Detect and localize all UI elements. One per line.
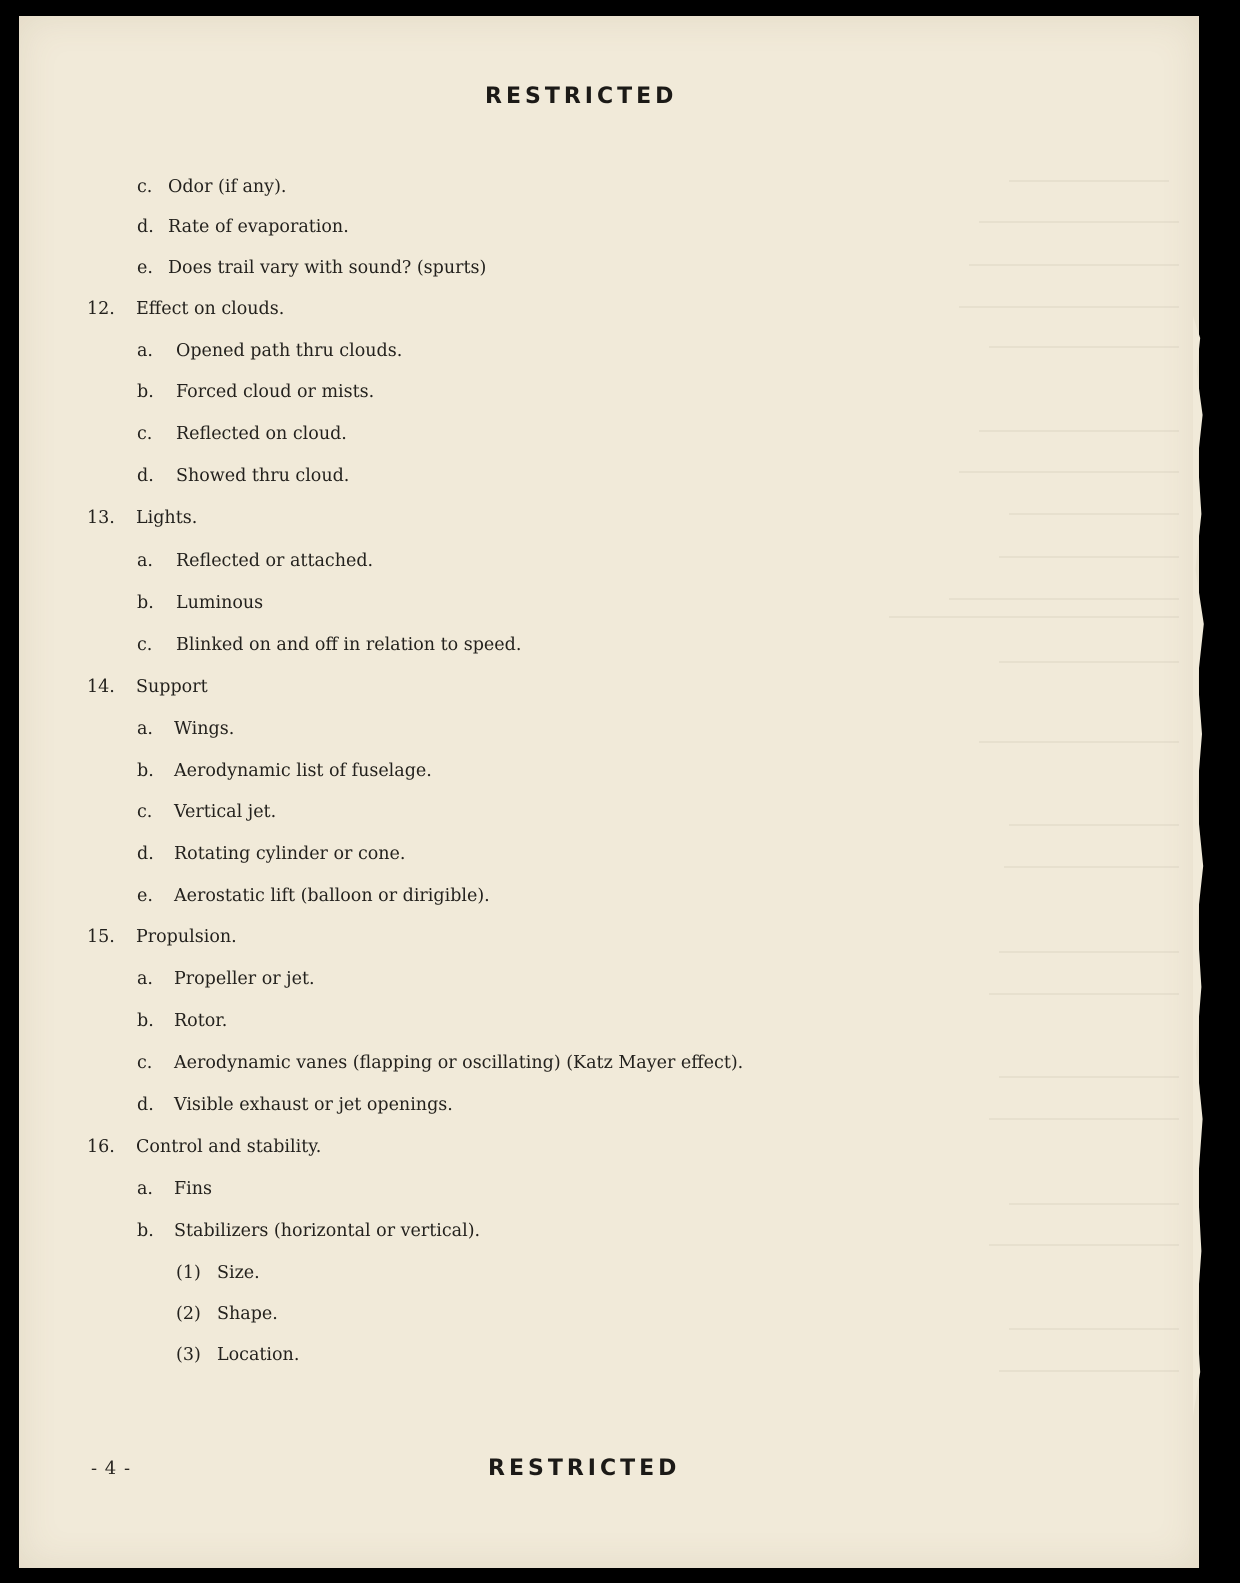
item-text: Luminous [176,593,264,613]
item-number: e. [137,886,153,906]
outline-item [137,802,277,822]
outline-item [137,551,374,571]
item-number: (3) [176,1345,201,1365]
item-text: Aerodynamic vanes (flapping or oscillating) (Katz Mayer effect). [174,1053,744,1073]
item-number: e. [137,258,153,278]
item-text: Opened path thru clouds. [176,341,403,361]
outline-item [87,1137,322,1157]
item-number: 13. [87,508,115,528]
outline-item [137,1053,744,1073]
page-number: - 4 - [91,1458,132,1479]
item-text: Visible exhaust or jet openings. [174,1095,453,1115]
outline-item [137,635,522,655]
outline-item [176,1345,300,1365]
item-text: Vertical jet. [174,802,277,822]
item-number: 16. [87,1137,115,1157]
item-number: b. [137,761,154,781]
outline-item [137,424,347,444]
item-text: Effect on clouds. [136,299,285,319]
item-number: 12. [87,299,115,319]
item-text: Odor (if any). [168,177,287,197]
outline-item [137,341,403,361]
outline-item [137,593,264,613]
item-text: Wings. [174,719,235,739]
item-number: b. [137,382,154,402]
item-text: Aerodynamic list of fuselage. [174,761,432,781]
outline-item [137,1011,228,1031]
torn-edge [1193,316,1205,1416]
outline-item [137,382,375,402]
item-text: Support [136,677,208,697]
item-number: a. [137,969,153,989]
outline-item [137,969,315,989]
outline-item [137,177,287,197]
item-text: Shape. [217,1304,278,1324]
item-text: Rotor. [174,1011,228,1031]
item-text: Reflected on cloud. [176,424,347,444]
item-number: d. [137,217,154,237]
item-text: Aerostatic lift (balloon or dirigible). [174,886,490,906]
item-number: d. [137,466,154,486]
item-number: b. [137,1011,154,1031]
item-number: a. [137,719,153,739]
item-text: Stabilizers (horizontal or vertical). [174,1221,481,1241]
outline-item [87,677,208,697]
item-text: Propulsion. [136,927,237,947]
outline-item [137,1179,212,1199]
item-number: 14. [87,677,115,697]
item-text: Fins [174,1179,212,1199]
item-number: c. [137,177,153,197]
item-text: Rate of evaporation. [168,217,349,237]
item-number: c. [137,424,153,444]
item-text: Rotating cylinder or cone. [174,844,406,864]
item-text: Location. [217,1345,300,1365]
item-text: Lights. [136,508,198,528]
outline-item [176,1263,260,1283]
outline-item [137,761,432,781]
classification-footer: RESTRICTED [488,1456,681,1481]
item-text: Control and stability. [136,1137,322,1157]
document-page [19,16,1199,1568]
item-number: (1) [176,1263,201,1283]
item-text: Does trail vary with sound? (spurts) [168,258,487,278]
item-text: Showed thru cloud. [176,466,350,486]
item-number: (2) [176,1304,201,1324]
item-text: Forced cloud or mists. [176,382,375,402]
outline-item [87,508,198,528]
item-number: c. [137,1053,153,1073]
bleed-through-texture [19,16,1199,1568]
item-text: Reflected or attached. [176,551,374,571]
outline-item [137,719,235,739]
outline-item [137,217,349,237]
classification-header: RESTRICTED [485,84,678,109]
outline-item [137,844,406,864]
item-number: a. [137,1179,153,1199]
outline-item [137,1221,481,1241]
item-text: Blinked on and off in relation to speed. [176,635,522,655]
outline-item [137,886,490,906]
item-number: d. [137,1095,154,1115]
outline-item [137,466,350,486]
item-text: Propeller or jet. [174,969,315,989]
outline-item [137,1095,453,1115]
outline-item [87,299,285,319]
outline-item [87,927,237,947]
item-number: a. [137,551,153,571]
item-number: b. [137,1221,154,1241]
item-number: d. [137,844,154,864]
item-number: b. [137,593,154,613]
item-number: a. [137,341,153,361]
outline-item [176,1304,278,1324]
item-number: c. [137,802,153,822]
item-text: Size. [217,1263,260,1283]
outline-item [137,258,487,278]
item-number: 15. [87,927,115,947]
item-number: c. [137,635,153,655]
